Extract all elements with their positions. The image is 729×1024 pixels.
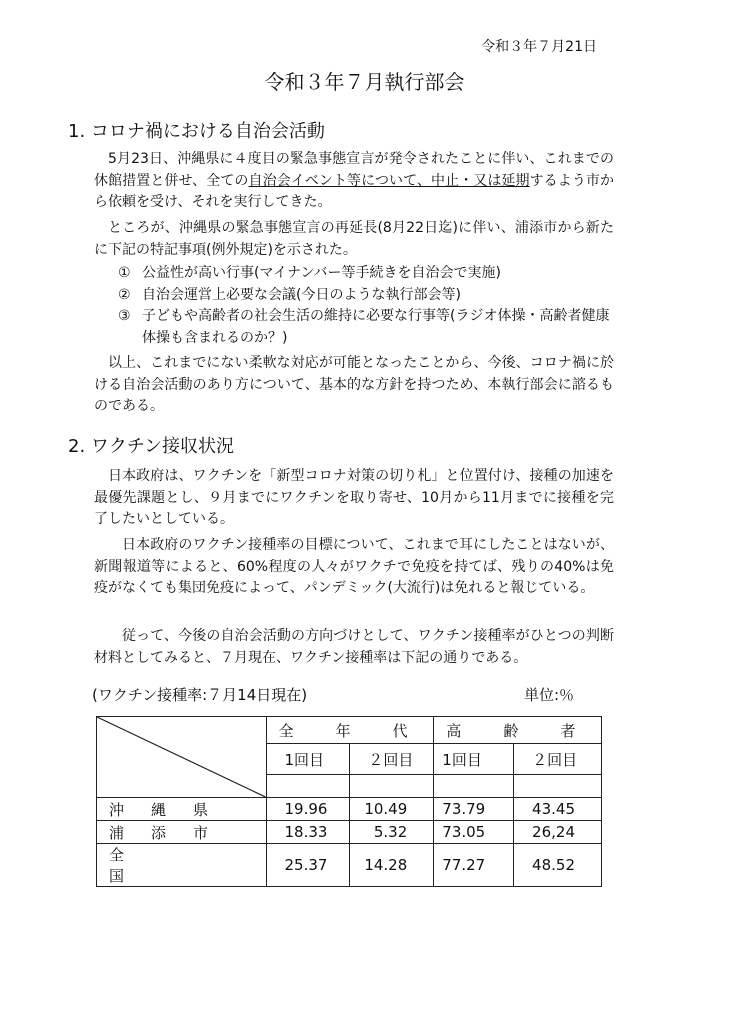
- header-spacer: [434, 775, 514, 798]
- corner-diagonal-line: [97, 717, 266, 797]
- header-all-ages-dose1: 1回目: [266, 744, 350, 775]
- exception-item-3: [118, 306, 618, 349]
- section1-paragraph1-text-b: するよう市から依頼を受け、それを実行してきた。: [94, 172, 614, 211]
- exception-item-text: 自治会運営上必要な会議(今日のような執行部会等): [142, 286, 461, 303]
- section2-paragraph1: 日本政府は、ワクチンを「新型コロナ対策の切り札」と位置付け、接種の加速を最優先課題とし、９月までにワクチンを取り寄せ、10月から11月までに接種を完了したいとしている。: [94, 468, 614, 528]
- cell-value: 48.52: [514, 844, 602, 887]
- section1-paragraph1: [94, 149, 614, 214]
- table-row-national: [97, 844, 602, 887]
- section2-paragraph3: 従って、今後の自治会活動の方向づけとして、ワクチン接種率がひとつの判断材料としてみると、７月現在、ワクチン接種率は下記の通りである。: [94, 628, 614, 666]
- section1-paragraph1-underlined: 自治会イベント等について、中止・又は延期: [248, 172, 530, 189]
- exception-item-text: 子どもや高齢者の社会生活の維持に必要な行事等(ラジオ体操・高齢者健康体操も含まれるのか？): [142, 308, 610, 347]
- header-spacer: [266, 775, 350, 798]
- header-elderly-dose2: ２回目: [514, 744, 602, 775]
- exception-list: [118, 263, 618, 350]
- cell-value: 19.96: [266, 798, 350, 821]
- vaccination-rate-table: [96, 716, 602, 887]
- cell-value: 73.05: [434, 821, 514, 844]
- exception-item-number: ③: [118, 308, 131, 325]
- exception-item-text: 公益性が高い行事(マイナンバー等手続きを自治会で実施): [142, 265, 501, 281]
- exception-item-number: ①: [118, 265, 131, 281]
- cell-value: 14.28: [350, 844, 434, 887]
- table-caption: (ワクチン接種率:７月14日現在): [92, 686, 308, 704]
- section1-paragraph1-text-a: 5月23日、沖縄県に４度目の緊急事態宣言が発令されたことに伴い、これまでの休館措置と併せ、全ての: [94, 151, 614, 189]
- section1-heading: 1. コロナ禍における自治会活動: [68, 121, 325, 142]
- row-label: 浦添市: [97, 821, 267, 844]
- section1-paragraph2: ところが、沖縄県の緊急事態宣言の再延長(8月22日迄)に伴い、浦添市から新たに下記の特記事項(例外規定)を示された。: [94, 220, 614, 258]
- cell-value: 73.79: [434, 798, 514, 821]
- header-elderly-dose1: 1回目: [434, 744, 514, 775]
- cell-value: 77.27: [434, 844, 514, 887]
- table-unit: 単位:％: [524, 686, 575, 704]
- exception-item-1: [118, 263, 618, 285]
- header-spacer: [514, 775, 602, 798]
- table-row-urasoe: [97, 821, 602, 844]
- header-all-ages: 全 年 代: [266, 717, 434, 744]
- header-elderly: 高 齢 者: [434, 717, 602, 744]
- cell-value: 5.32: [350, 821, 434, 844]
- header-spacer: [350, 775, 434, 798]
- document-date: 令和３年７月21日: [481, 39, 597, 55]
- table-row-okinawa: [97, 798, 602, 821]
- cell-value: 43.45: [514, 798, 602, 821]
- cell-value: 10.49: [350, 798, 434, 821]
- table-corner-cell: [97, 717, 267, 798]
- row-label: 沖縄県: [97, 798, 267, 821]
- exception-item-2: [118, 285, 618, 307]
- exception-item-number: ②: [118, 286, 131, 303]
- cell-value: 26,24: [514, 821, 602, 844]
- cell-value: 18.33: [266, 821, 350, 844]
- section1-paragraph3: 以上、これまでにない柔軟な対応が可能となったことから、今後、コロナ禍に於ける自治会活動のあり方について、基本的な方針を持つため、本執行部会に諮るものである。: [94, 355, 614, 415]
- section2-paragraph2: 日本政府のワクチン接種率の目標について、これまで耳にしたことはないが、新聞報道等によると、60%程度の人々がワクチで免疫を持てば、残りの40%は免疫がなくても集団免疫によって、パンデミック(大流行)は免れると報じている。: [94, 537, 614, 597]
- document-title: 令和３年７月執行部会: [264, 70, 465, 94]
- row-label: 全国: [97, 844, 267, 887]
- section2-heading: 2. ワクチン接収状況: [68, 436, 234, 457]
- cell-value: 25.37: [266, 844, 350, 887]
- header-all-ages-dose2: ２回目: [350, 744, 434, 775]
